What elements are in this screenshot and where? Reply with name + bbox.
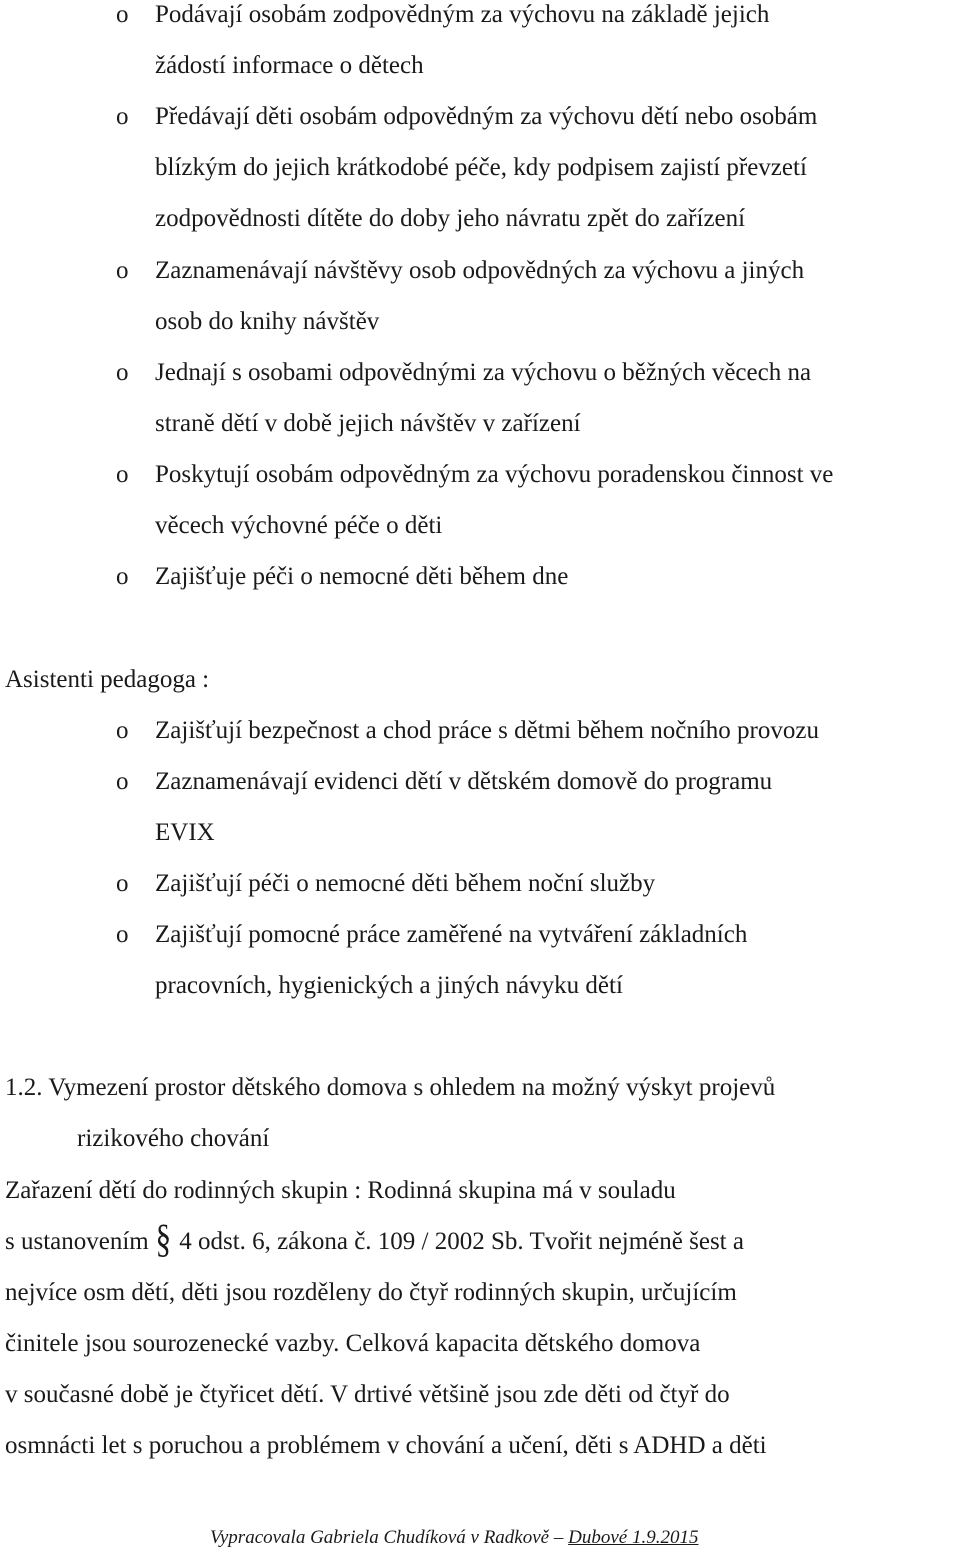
- list-bullet: o: [116, 563, 129, 590]
- list-bullet: o: [116, 768, 129, 795]
- paragraph-line: osmnácti let s poruchou a problémem v chování a učení, děti s ADHD a děti: [5, 1432, 767, 1459]
- list-item-line: EVIX: [155, 819, 215, 846]
- list-bullet: o: [116, 870, 129, 897]
- section-heading-continuation: rizikového chování: [77, 1125, 270, 1152]
- list-item-line: Předávají děti osobám odpovědným za výchovu dětí nebo osobám: [155, 103, 818, 130]
- footer-separator: –: [549, 1527, 569, 1548]
- list-item-line: Zajišťují bezpečnost a chod práce s dětmi během nočního provozu: [155, 717, 819, 744]
- footer-date: Dubové 1.9.2015: [568, 1527, 699, 1548]
- paragraph-line: nejvíce osm dětí, děti jsou rozděleny do čtyř rodinných skupin, určujícím: [5, 1279, 737, 1306]
- list-item-line: Zaznamenávají návštěvy osob odpovědných za výchovu a jiných: [155, 257, 805, 284]
- page-footer: [210, 1526, 698, 1550]
- list-item-line: Zajišťuje péči o nemocné děti během dne: [155, 563, 569, 590]
- list-item-line: straně dětí v době jejich návštěv v zařízení: [155, 410, 581, 437]
- list-item-line: Zaznamenávají evidenci dětí v dětském domově do programu: [155, 768, 773, 795]
- list-item-line: Poskytují osobám odpovědným za výchovu poradenskou činnost ve: [155, 461, 834, 488]
- section-sign: §: [155, 1218, 171, 1262]
- section-heading: 1.2. Vymezení prostor dětského domova s ohledem na možný výskyt projevů: [5, 1074, 776, 1101]
- paragraph-line: v současné době je čtyřicet dětí. V drtivé většině jsou zde děti od čtyř do: [5, 1381, 730, 1408]
- list-bullet: o: [116, 1, 129, 28]
- list-item-line: Zajišťují pomocné práce zaměřené na vytváření základních: [155, 921, 748, 948]
- list-bullet: o: [116, 461, 129, 488]
- list-item-line: blízkým do jejich krátkodobé péče, kdy podpisem zajistí převzetí: [155, 154, 807, 181]
- list-bullet: o: [116, 359, 129, 386]
- paragraph-line: Zařazení dětí do rodinných skupin : Rodinná skupina má v souladu: [5, 1177, 676, 1204]
- paragraph-line: činitele jsou sourozenecké vazby. Celková kapacita dětského domova: [5, 1330, 701, 1357]
- list-item-line: žádostí informace o dětech: [155, 52, 424, 79]
- paragraph-text: 4 odst. 6, zákona č. 109 / 2002 Sb. Tvořit nejméně šest a: [179, 1228, 744, 1255]
- list-item-line: pracovních, hygienických a jiných návyku dětí: [155, 972, 623, 999]
- list-item-line: zodpovědnosti dítěte do doby jeho návratu zpět do zařízení: [155, 205, 746, 232]
- list-bullet: o: [116, 921, 129, 948]
- list-item-line: osob do knihy návštěv: [155, 308, 380, 335]
- asistenti-heading: Asistenti pedagoga :: [5, 666, 210, 693]
- list-bullet: o: [116, 103, 129, 130]
- paragraph-text: s ustanovením: [5, 1228, 149, 1255]
- list-item-line: Podávají osobám zodpovědným za výchovu na základě jejich: [155, 1, 770, 28]
- list-bullet: o: [116, 717, 129, 744]
- footer-author: Vypracovala Gabriela Chudíková v Radkově: [210, 1527, 550, 1548]
- list-item-line: Zajišťují péči o nemocné děti během noční služby: [155, 870, 656, 897]
- list-item-line: Jednají s osobami odpovědnými za výchovu o běžných věcech na: [155, 359, 812, 386]
- paragraph-line: [5, 1218, 744, 1262]
- list-bullet: o: [116, 257, 129, 284]
- list-item-line: věcech výchovné péče o děti: [155, 512, 443, 539]
